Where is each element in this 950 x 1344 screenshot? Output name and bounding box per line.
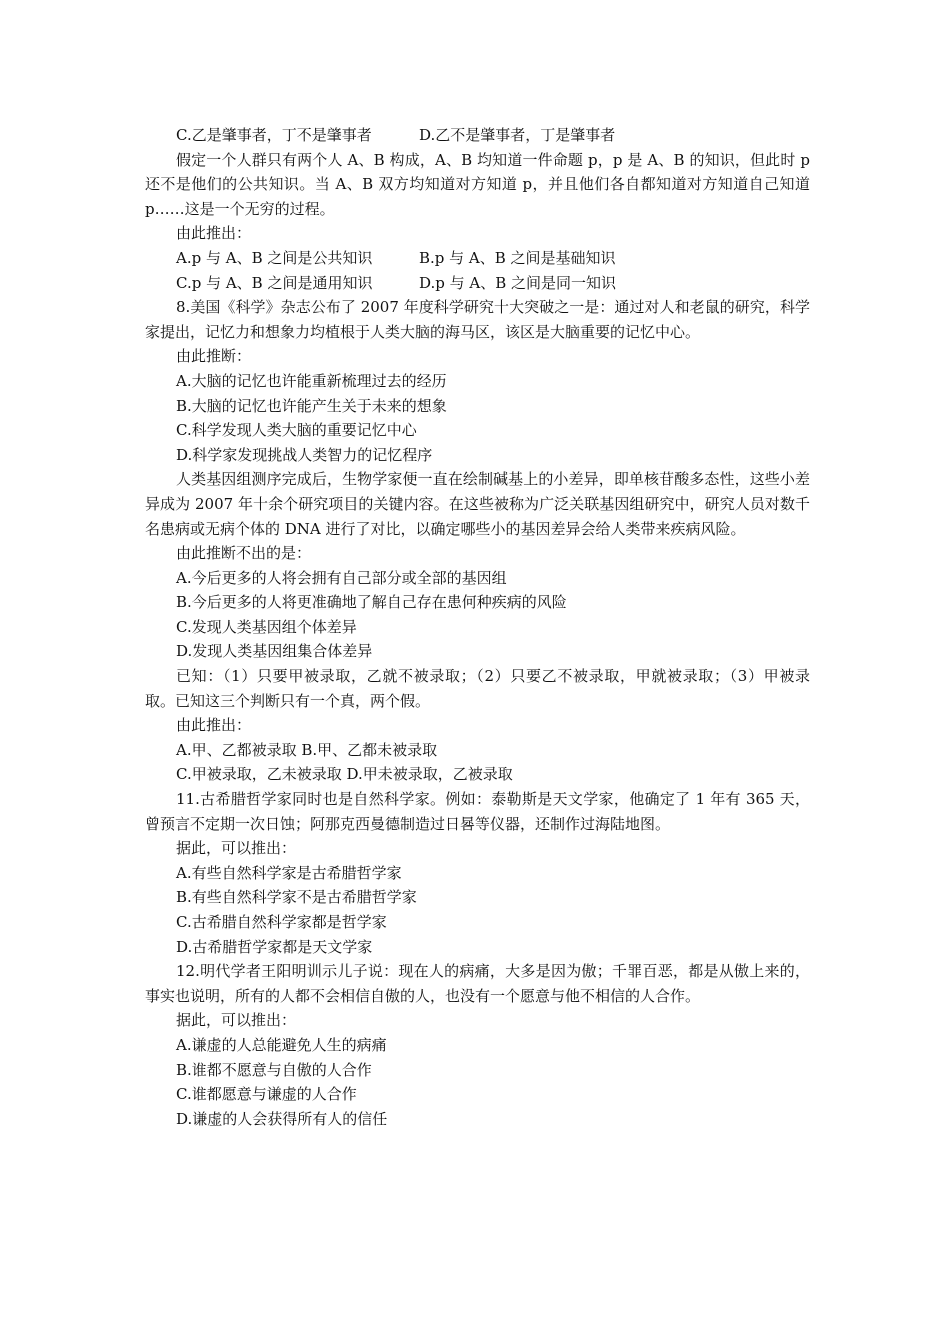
option-right: B.p 与 A、B 之间是基础知识 bbox=[419, 248, 616, 267]
document-page bbox=[145, 123, 810, 1131]
paragraph: 人类基因组测序完成后，生物学家便一直在绘制碱基上的小差异，即单核苷酸多态性，这些小差异成为 2007 年十余个研究项目的关键内容。在这些被称为广泛关联基因组研究中，研究人员对数千名患病或无病个体的 DNA 进行了对比，以确定哪些小的基因差异会给人类带来疾病风险。 bbox=[145, 470, 810, 538]
option-right: D.乙不是肇事者，丁是肇事者 bbox=[419, 126, 616, 144]
text-line: B.谁都不愿意与自傲的人合作 bbox=[176, 1060, 372, 1079]
text-line: 由此推出： bbox=[176, 224, 252, 243]
option-pair bbox=[145, 123, 810, 148]
text-line: B.有些自然科学家不是古希腊哲学家 bbox=[176, 888, 417, 907]
text-line: D.古希腊哲学家都是天文学家 bbox=[176, 937, 373, 956]
option-pair bbox=[145, 246, 810, 271]
paragraph: 11.古希腊哲学家同时也是自然科学家。例如：泰勒斯是天文学家，他确定了 1 年有 365 天，曾预言不定期一次日蚀；阿那克西曼德制造过日晷等仪器，还制作过海陆地图。 bbox=[145, 790, 810, 833]
text-line: C.科学发现人类大脑的重要记忆中心 bbox=[176, 421, 417, 440]
text-line: A.谦虚的人总能避免人生的病痛 bbox=[176, 1035, 387, 1054]
text-line: D.谦虚的人会获得所有人的信任 bbox=[176, 1109, 388, 1128]
text-line: C.甲被录取，乙未被录取 D.甲未被录取，乙被录取 bbox=[176, 765, 513, 784]
text-line: B.今后更多的人将更准确地了解自己存在患何种疾病的风险 bbox=[176, 593, 567, 612]
paragraph: 8.美国《科学》杂志公布了 2007 年度科学研究十大突破之一是：通过对人和老鼠的研究，科学家提出，记忆力和想象力均植根于人类大脑的海马区，该区是大脑重要的记忆中心。 bbox=[145, 298, 810, 341]
text-line: B.大脑的记忆也许能产生关于未来的想象 bbox=[176, 396, 447, 415]
text-line: C.发现人类基因组个体差异 bbox=[176, 617, 357, 636]
option-pair bbox=[145, 271, 810, 296]
text-line: A.有些自然科学家是古希腊哲学家 bbox=[176, 863, 402, 882]
text-line: 由此推断： bbox=[176, 347, 252, 366]
text-line: 由此推出： bbox=[176, 716, 252, 735]
text-line: D.发现人类基因组集合体差异 bbox=[176, 642, 373, 661]
text-line: 由此推断不出的是： bbox=[176, 544, 312, 563]
text-line: C.谁都愿意与谦虚的人合作 bbox=[176, 1085, 357, 1104]
paragraph: 已知：（1）只要甲被录取，乙就不被录取；（2）只要乙不被录取，甲就被录取；（3）甲被录取。已知这三个判断只有一个真，两个假。 bbox=[145, 667, 810, 710]
option-left: A.p 与 A、B 之间是公共知识 bbox=[176, 248, 373, 267]
text-line: A.今后更多的人将会拥有自己部分或全部的基因组 bbox=[176, 568, 507, 587]
option-left: C.乙是肇事者，丁不是肇事者 bbox=[176, 126, 372, 144]
text-line: A.甲、乙都被录取 B.甲、乙都未被录取 bbox=[176, 740, 438, 759]
text-line: A.大脑的记忆也许能重新梳理过去的经历 bbox=[176, 371, 447, 390]
option-left: C.p 与 A、B 之间是通用知识 bbox=[176, 273, 373, 292]
text-line: C.古希腊自然科学家都是哲学家 bbox=[176, 913, 387, 931]
option-right: D.p 与 A、B 之间是同一知识 bbox=[419, 273, 617, 292]
text-line: 据此，可以推出： bbox=[176, 839, 297, 858]
paragraph: 假定一个人群只有两个人 A、B 构成，A、B 均知道一件命题 p，p 是 A、B 的知识，但此时 p 还不是他们的公共知识。当 A、B 双方均知道对方知道 p，并且他们各自都知道对方知道自己知道 p……这是一个无穷的过程。 bbox=[145, 150, 810, 218]
text-line: 据此，可以推出： bbox=[176, 1011, 297, 1030]
paragraph: 12.明代学者王阳明训示儿子说：现在人的病痛，大多是因为傲；千罪百恶，都是从傲上来的，事实也说明，所有的人都不会相信自傲的人，也没有一个愿意与他不相信的人合作。 bbox=[145, 962, 810, 1005]
text-line: D.科学家发现挑战人类智力的记忆程序 bbox=[176, 445, 433, 464]
